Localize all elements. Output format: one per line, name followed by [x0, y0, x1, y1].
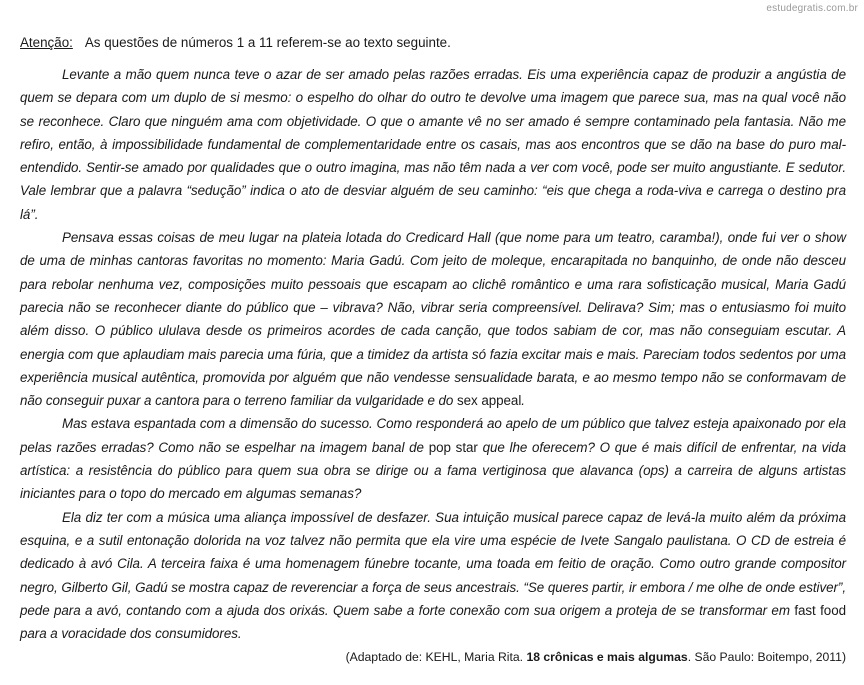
- document-page: [20, 33, 846, 667]
- paragraph-text: para a voracidade dos consumidores.: [20, 626, 242, 642]
- paragraph-2: [20, 226, 846, 412]
- foreign-term-pop-star: pop star: [428, 439, 478, 455]
- paragraph-text: Levante a mão quem nunca teve o azar de ser amado pelas razões erradas. Eis uma experiência capaz de produzir a angústia de quem se depara com um duplo de si mesmo: o espelho do olhar do outro te devolve uma imagem que parece sua, mas na qual você não se reconhece. Claro que ninguém ama com objetividade. O que o amante vê no ser amado é sempre contaminado pela fantasia. Não me refiro, então, à impossibilidade fundamental de complementaridade entre os casais, mas aos encontros que se dão na base do puro mal-entendido. Sentir-se amado por qualidades que o outro imagina, mas não têm nada a ver com você, pode ser muito angustiante. E sedutor. Vale lembrar que a palavra “sedução” indica o ato de desviar alguém de seu caminho: “eis que chega a roda-viva e carrega o destino pra lá”.: [20, 67, 846, 222]
- foreign-term-sex-appeal: sex appeal: [456, 393, 522, 409]
- citation-book-title: 18 crônicas e mais algumas: [526, 650, 688, 665]
- watermark-text: estudegratis.com.br: [766, 3, 858, 14]
- foreign-term-fast-food: fast food: [794, 602, 846, 618]
- paragraph-text: que lhe oferecem? O que é mais difícil de enfrentar, na vida artística: a resistência do público para quem sua obra se dirige ou a fama vertiginosa que alavanca (ops) a carreira de alguns artistas iniciantes para o topo do mercado em algumas semanas?: [20, 439, 846, 502]
- paragraph-4: [20, 506, 846, 646]
- source-citation: [20, 647, 846, 667]
- paragraph-1: [20, 63, 846, 226]
- attention-label: Atenção:: [20, 35, 73, 50]
- citation-prefix: (Adaptado de: KEHL, Maria Rita.: [345, 650, 527, 665]
- paragraph-text: .: [521, 393, 525, 409]
- paragraph-text: Mas estava espantada com a dimensão do sucesso. Como responderá ao apelo de um público que talvez esteja apaixonado por ela pelas razões erradas? Como não se espelhar na imagem banal de: [20, 416, 846, 455]
- attention-notice: [20, 33, 846, 53]
- citation-suffix: . São Paulo: Boitempo, 2011): [687, 650, 846, 665]
- paragraph-text: Ela diz ter com a música uma aliança impossível de desfazer. Sua intuição musical parece capaz de levá-la muito além da próxima esquina, e a sutil entonação dolorida na voz talvez não permita que ela vire uma espécie de Ivete Sangalo paulistana. O CD de estreia é dedicado à avó Cila. A terceira faixa é uma homenagem fúnebre tocante, uma toada em feitio de oração. Como outro grande compositor negro, Gilberto Gil, Gadú se mostra capaz de reverenciar a força de seus ancestrais. “Se queres partir, ir embora / me olhe de onde estiver”, pede para a avó, contando com a ajuda dos orixás. Quem sabe a forte conexão com sua origem a proteja de se transformar em: [20, 509, 846, 618]
- paragraph-text: Pensava essas coisas de meu lugar na plateia lotada do Credicard Hall (que nome para um teatro, caramba!), onde fui ver o show de uma de minhas cantoras favoritas no momento: Maria Gadú. Com jeito de moleque, encarapitada no banquinho, de onde não desceu para rebolar nenhuma vez, composições muito pessoais que escapam ao clichê romântico e uma rara sofisticação musical, Maria Gadú parecia não se reconhecer diante do público que – vibrava? Não, vibrar seria compreensível. Delirava? Sim; mas o entusiasmo foi muito além disso. O público ululava desde os primeiros acordes de cada canção, que todos sabiam de cor, mas não conseguiam escutar. A energia com que aplaudiam mais parecia uma fúria, que a timidez da artista só fazia excitar mais e mais. Pareciam todos sedentos por uma experiência musical autêntica, promovida por alguém que não vendesse sensualidade barata, e ao mesmo tempo não se conformavam de não conseguir puxar a cantora para o terreno familiar da vulgaridade e do: [20, 230, 846, 409]
- paragraph-3: [20, 412, 846, 505]
- attention-text: As questões de números 1 a 11 referem-se ao texto seguinte.: [84, 35, 451, 50]
